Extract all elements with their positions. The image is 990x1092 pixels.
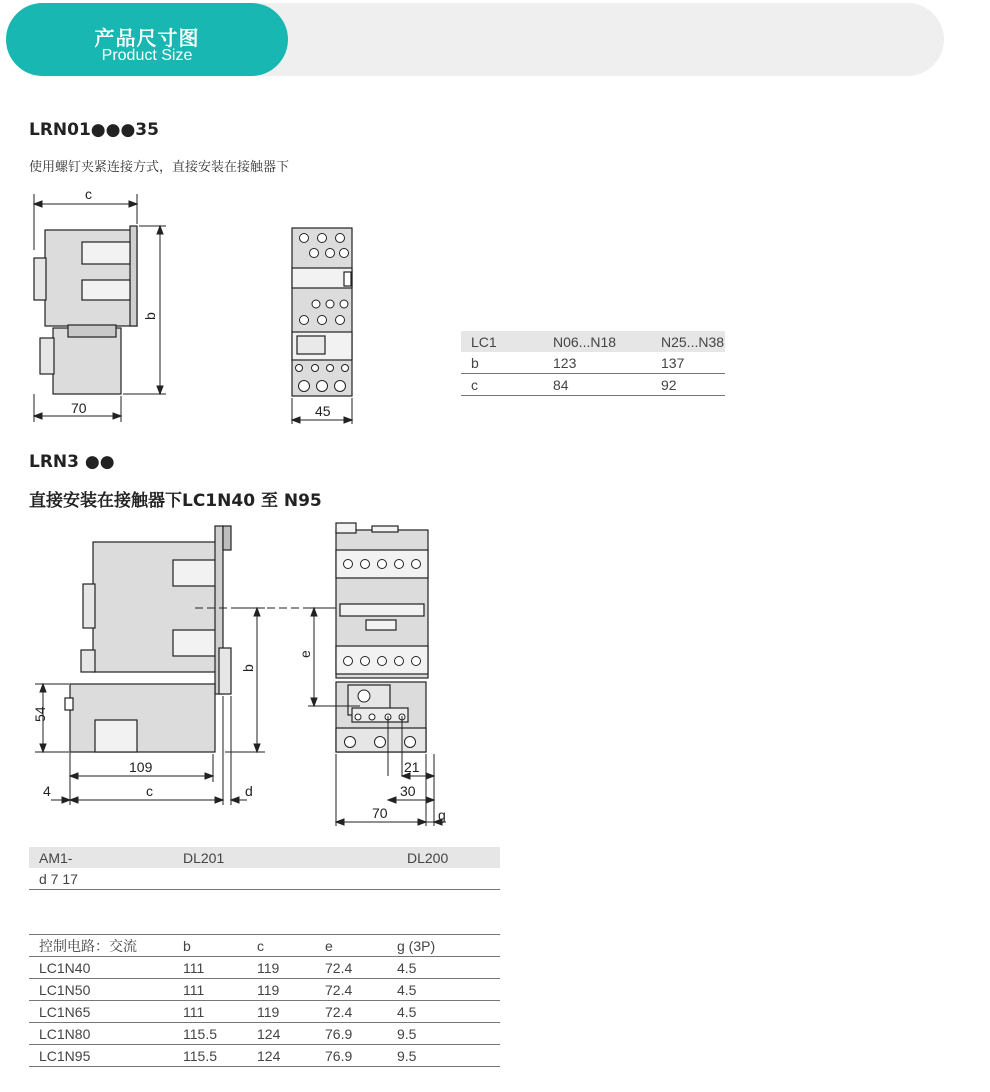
dim-109-label: 109 xyxy=(129,759,153,775)
table-header-cell: c xyxy=(247,935,315,957)
table-cell: 115.5 xyxy=(173,1045,247,1067)
table-cell: LC1N40 xyxy=(29,957,173,979)
table-header-cell: N06...N18 xyxy=(543,331,651,352)
dim-g-label: g xyxy=(438,807,446,823)
table-cell: 111 xyxy=(173,1001,247,1023)
header-title-badge xyxy=(6,3,288,76)
table-cell: 119 xyxy=(247,979,315,1001)
lrn01-front-view-drawing xyxy=(285,220,365,425)
dim-d-label: d xyxy=(245,783,253,799)
table-cell: 123 xyxy=(543,352,651,374)
table-header-cell xyxy=(327,847,397,868)
table-header-cell: e xyxy=(315,935,387,957)
dim-70-label: 70 xyxy=(71,400,87,416)
table-cell: 76.9 xyxy=(315,1045,387,1067)
table-header-cell: 控制电路：交流 xyxy=(29,935,173,957)
dim-21-label: 21 xyxy=(404,759,420,775)
header-title-zh: 产品尺寸图 xyxy=(94,26,200,50)
table-cell: 137 xyxy=(651,352,725,374)
table-cell: 9.5 xyxy=(387,1045,500,1067)
table-cell: LC1N65 xyxy=(29,1001,173,1023)
table-cell xyxy=(397,868,500,890)
table-cell: 72.4 xyxy=(315,957,387,979)
table-header-cell: AM1- xyxy=(29,847,173,868)
dim-e-label: e xyxy=(297,650,313,658)
table-cell: 72.4 xyxy=(315,979,387,1001)
section1-note: 使用螺钉夹紧连接方式，直接安装在接触器下 xyxy=(29,160,290,175)
table-header-cell: g (3P) xyxy=(387,935,500,957)
lrn01-side-view-drawing xyxy=(20,180,180,430)
table-cell: 111 xyxy=(173,979,247,1001)
dim-70-label: 70 xyxy=(372,805,388,821)
section2-model: LRN3 ●● xyxy=(29,452,115,472)
table-cell: c xyxy=(461,374,543,396)
dim-54-label: 54 xyxy=(32,706,48,722)
table-cell xyxy=(327,868,397,890)
table-header-cell: DL201 xyxy=(173,847,327,868)
table-row xyxy=(29,1045,500,1067)
table-cell: 72.4 xyxy=(315,1001,387,1023)
lrn3-dimension-table xyxy=(29,934,500,1067)
table-cell: LC1N50 xyxy=(29,979,173,1001)
lrn01-dimension-table xyxy=(461,331,725,396)
table-row xyxy=(461,374,725,396)
dim-b-label: b xyxy=(240,664,256,672)
table-header-row xyxy=(29,847,500,868)
table-header-cell: LC1 xyxy=(461,331,543,352)
dim-b-label: b xyxy=(142,312,158,320)
lrn3-side-view-drawing xyxy=(25,520,325,810)
table-header-cell: b xyxy=(173,935,247,957)
am-table xyxy=(29,847,500,890)
table-header-row xyxy=(29,935,500,957)
section1-model: LRN01●●●35 xyxy=(29,120,159,140)
section2-subtitle: 直接安装在接触器下LC1N40 至 N95 xyxy=(29,491,322,511)
dim-30-label: 30 xyxy=(400,783,416,799)
table-cell: b xyxy=(461,352,543,374)
table-cell: 119 xyxy=(247,957,315,979)
table-cell: 84 xyxy=(543,374,651,396)
table-cell: 4.5 xyxy=(387,1001,500,1023)
table-cell: d 7 17 xyxy=(29,868,173,890)
table-cell: 119 xyxy=(247,1001,315,1023)
table-cell: 4.5 xyxy=(387,957,500,979)
table-row xyxy=(29,1001,500,1023)
dim-45-label: 45 xyxy=(315,403,331,419)
table-row xyxy=(29,1023,500,1045)
table-row xyxy=(29,979,500,1001)
table-cell xyxy=(173,868,327,890)
dim-c-label: c xyxy=(146,783,153,799)
table-cell: LC1N80 xyxy=(29,1023,173,1045)
dim-4-label: 4 xyxy=(43,783,51,799)
table-header-cell: DL200 xyxy=(397,847,500,868)
table-header-cell: N25...N38 xyxy=(651,331,725,352)
table-cell: 76.9 xyxy=(315,1023,387,1045)
header-title-en: Product Size xyxy=(101,47,193,64)
table-cell: 124 xyxy=(247,1023,315,1045)
table-cell: 9.5 xyxy=(387,1023,500,1045)
lrn3-front-view-drawing xyxy=(297,520,460,830)
table-header-row xyxy=(461,331,725,352)
table-cell: 124 xyxy=(247,1045,315,1067)
table-cell: 111 xyxy=(173,957,247,979)
table-row xyxy=(29,957,500,979)
table-cell: LC1N95 xyxy=(29,1045,173,1067)
table-cell: 92 xyxy=(651,374,725,396)
dim-c-label: c xyxy=(85,186,92,202)
table-row xyxy=(29,868,500,890)
table-row xyxy=(461,352,725,374)
table-cell: 4.5 xyxy=(387,979,500,1001)
table-cell: 115.5 xyxy=(173,1023,247,1045)
